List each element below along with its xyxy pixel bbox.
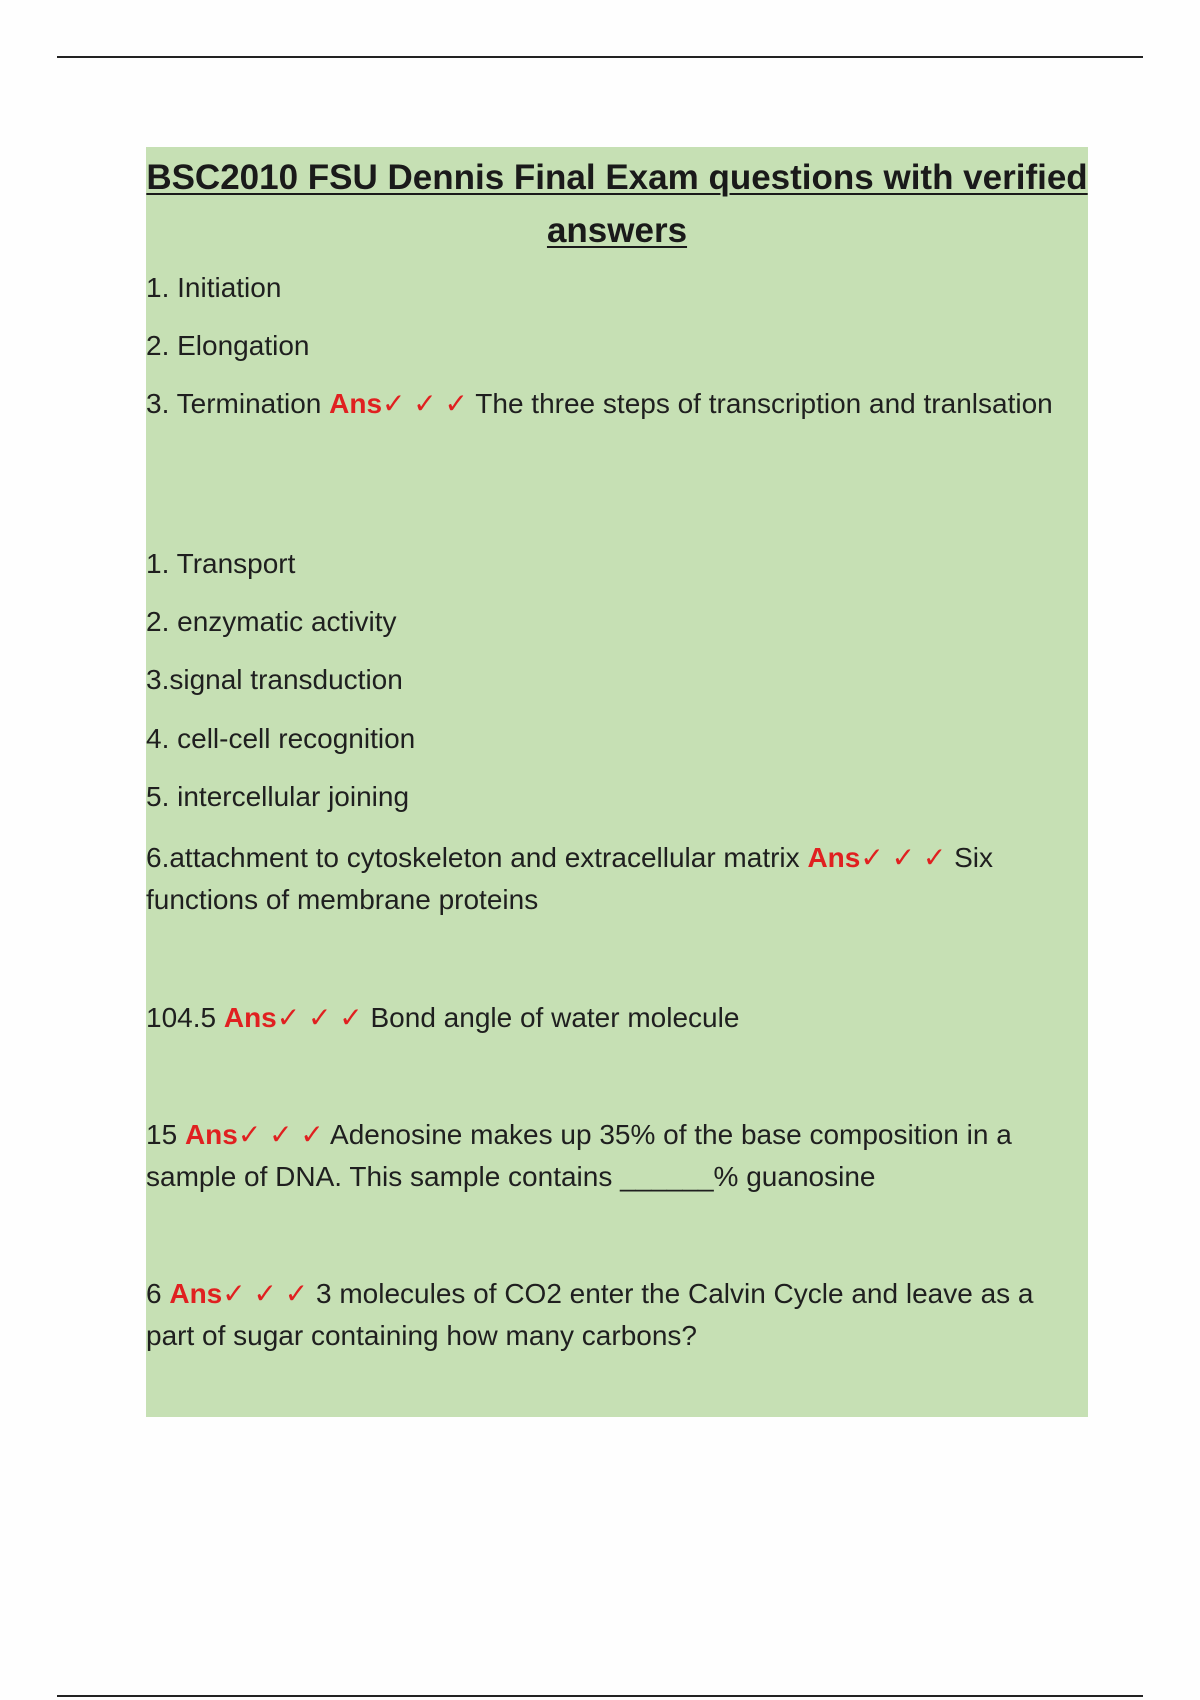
answer-text: 3 molecules of CO2 enter the Calvin Cycle and leave as a part of sugar containing how many carbons? xyxy=(146,1278,1034,1351)
check-marks-icon: ✓ ✓ ✓ xyxy=(237,1119,324,1150)
answer-text: The three steps of transcription and tranlsation xyxy=(475,388,1053,419)
check-marks-icon: ✓ ✓ ✓ xyxy=(860,842,947,873)
footer-rule xyxy=(57,1695,1143,1697)
check-marks-icon: ✓ ✓ ✓ xyxy=(222,1278,309,1309)
list-item xyxy=(146,383,1086,425)
list-item xyxy=(146,837,1086,921)
answer-marker: Ans xyxy=(329,388,383,419)
question-text: 6.attachment to cytoskeleton and extracellular matrix xyxy=(146,842,800,873)
answer-text: Six functions of membrane proteins xyxy=(146,842,993,915)
list-item: 1. Transport xyxy=(146,548,296,579)
answer-text: Adenosine makes up 35% of the base composition in a sample of DNA. This sample contains ______% guanosine xyxy=(146,1119,1012,1192)
question-text: 6 xyxy=(146,1278,162,1309)
check-marks-icon: ✓ ✓ ✓ xyxy=(276,1002,363,1033)
document-title: BSC2010 FSU Dennis Final Exam questions with verified answers xyxy=(146,158,1088,250)
question-text: 104.5 xyxy=(146,1002,217,1033)
answer-text: Bond angle of water molecule xyxy=(370,1002,740,1033)
answer-marker: Ans xyxy=(184,1119,238,1150)
question-text: 3. Termination xyxy=(146,388,322,419)
list-item: 5. intercellular joining xyxy=(146,781,410,812)
list-item: 3.signal transduction xyxy=(146,664,403,695)
list-item xyxy=(146,997,1086,1039)
list-item: 1. Initiation xyxy=(146,272,282,303)
header-rule xyxy=(57,56,1143,58)
question-text: 15 xyxy=(146,1119,178,1150)
answer-marker: Ans xyxy=(169,1278,223,1309)
check-marks-icon: ✓ ✓ ✓ xyxy=(382,388,468,419)
list-item xyxy=(146,1114,1086,1198)
list-item: 2. enzymatic activity xyxy=(146,606,397,637)
list-item: 4. cell-cell recognition xyxy=(146,723,416,754)
answer-marker: Ans xyxy=(807,842,861,873)
answer-marker: Ans xyxy=(223,1002,277,1033)
content-panel xyxy=(146,147,1088,1417)
list-item: 2. Elongation xyxy=(146,330,310,361)
list-item xyxy=(146,1273,1086,1357)
